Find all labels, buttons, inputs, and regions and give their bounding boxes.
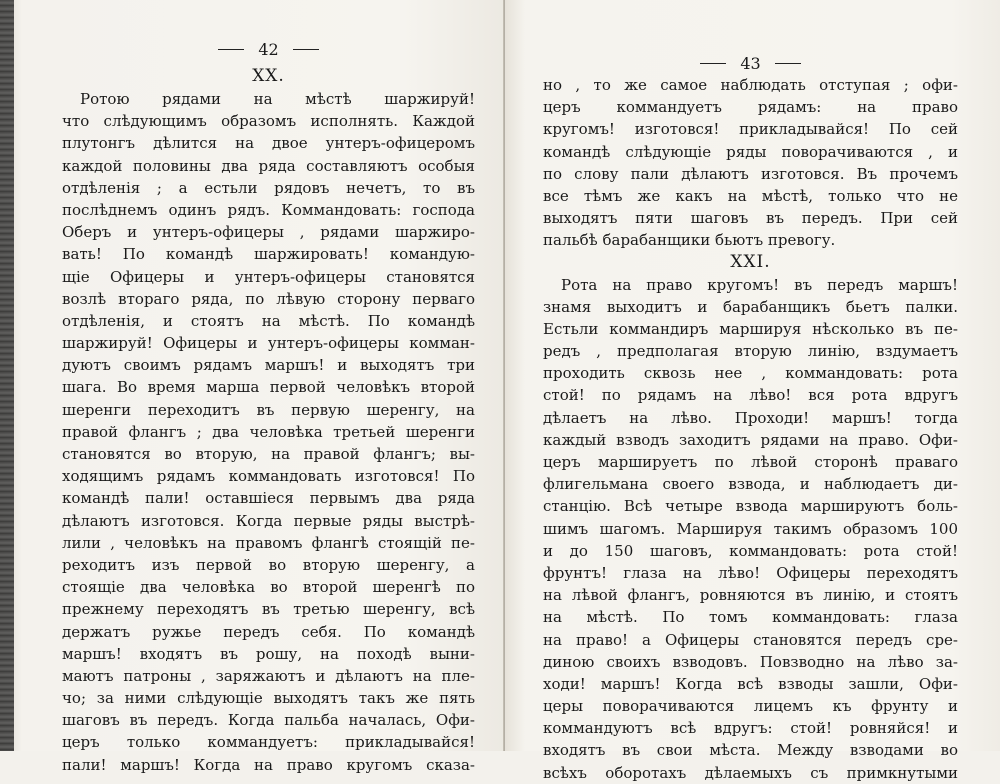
text-line: кругомъ! изготовся! прикладывайся! По сей — [543, 120, 958, 139]
text-line: стоящіе два человѣка во второй шеренгѣ по — [62, 578, 475, 597]
text-line: ходящимъ рядамъ коммандовать изготовся! По — [62, 467, 475, 486]
text-line: что слѣдующимъ образомъ исполнять. Каждой — [62, 112, 475, 131]
book-edge-shadow — [0, 0, 14, 751]
text-line: отдѣленія, и стоятъ на мѣстѣ. По командѣ — [62, 311, 475, 330]
text-line: отдѣленія ; а естьли рядовъ нечетъ, то въ — [62, 178, 475, 197]
text-line: диною своихъ взводовъ. Повзводно на лѣво за- — [543, 652, 958, 671]
text-line: редъ , предполагая вторую линію, вздумаетъ — [543, 342, 958, 361]
left-page-number: 42 — [258, 39, 279, 59]
text-line: дѣлаютъ изготовся. Когда первые ряды выстрѣ- — [62, 511, 475, 530]
text-line: флигельмана своего взвода, и наблюдаетъ ди- — [543, 475, 958, 494]
text-line: плутонгъ дѣлится на двое унтеръ-офицеромъ — [62, 134, 475, 153]
text-line: возлѣ втораго ряда, по лѣвую сторону перваго — [62, 289, 475, 308]
text-line: церы поворачиваются лицемъ къ фрунту и — [543, 697, 958, 716]
text-line: стой! по рядамъ на лѣво! вся рота вдругъ — [543, 386, 958, 405]
text-line: церъ маршируетъ по лѣвой сторонѣ праваго — [543, 453, 958, 471]
text-line: вать! По командѣ шаржировать! командую- — [62, 245, 475, 264]
text-line: дѣлаетъ на лѣво. Проходи! маршъ! тогда — [543, 408, 958, 427]
text-line: шаговъ въ передъ. Когда пальба началась, Офи- — [62, 711, 475, 730]
text-line: чо; за ними слѣдующіе выходятъ такъ же пять — [62, 689, 475, 708]
text-line: дуютъ своимъ рядамъ маршъ! и выходятъ три — [62, 356, 475, 375]
left-page — [0, 0, 505, 774]
text-line: правой флангъ ; два человѣка третьей шеренги — [62, 422, 475, 441]
left-page-number-row — [62, 38, 475, 60]
text-line: ходи! маршъ! Когда всѣ взводы зашли, Офи- — [543, 674, 958, 693]
text-line: Рота на право кругомъ! въ передъ маршъ! — [561, 275, 958, 294]
text-line: шаржируй! Офицеры и унтеръ-офицеры комман- — [62, 334, 475, 353]
text-line: становятся во вторую, на правой флангъ; вы- — [62, 445, 475, 463]
text-line: маютъ патроны , заряжаютъ и дѣлаютъ на пле- — [62, 666, 475, 685]
text-line: на мѣстѣ. По томъ коммандовать: глаза — [543, 608, 958, 627]
page-number-dash-left — [218, 49, 244, 50]
text-line: выходятъ пяти шаговъ въ передъ. При сей — [543, 209, 958, 228]
right-page — [505, 0, 1000, 782]
section-heading-xx: XX. — [252, 66, 285, 86]
text-line: всѣхъ оборотахъ дѣлаемыхъ съ примкнутыми — [543, 763, 958, 782]
text-line: на лѣвой флангъ, ровняются въ линію, и стоятъ — [543, 586, 958, 605]
text-line: шеренги переходитъ въ первую шеренгу, на — [62, 400, 475, 419]
text-line: и до 150 шаговъ, коммандовать: рота стой! — [543, 541, 958, 560]
text-line: прежнему переходятъ въ третью шеренгу, всѣ — [62, 600, 475, 619]
text-line: входятъ въ свои мѣста. Между взводами во — [543, 741, 958, 760]
text-line: церъ коммандуетъ рядамъ: на право — [543, 98, 958, 117]
text-line: на право! а Офицеры становятся передъ сре- — [543, 630, 958, 649]
text-line: Естьли коммандиръ маршируя нѣсколько въ пе- — [543, 319, 958, 338]
text-line: щіе Офицеры и унтеръ-офицеры становятся — [62, 267, 475, 286]
text-line: командѣ пали! оставшіеся первымъ два ряда — [62, 489, 475, 508]
text-line: Ротою рядами на мѣстѣ шаржируй! — [80, 90, 475, 108]
text-line: коммандуютъ всѣ вдругъ: стой! ровняйся! и — [543, 719, 958, 738]
text-line: проходить сквозь нее , коммандовать: рота — [543, 364, 958, 383]
text-line: лили , человѣкъ на правомъ флангѣ стоящій пе- — [62, 533, 475, 552]
text-line: пали! маршъ! Когда на право кругомъ сказа- — [62, 755, 475, 774]
page-number-dash-right — [293, 49, 319, 50]
text-line: реходитъ изъ первой во вторую шеренгу, а — [62, 555, 475, 574]
text-line: Оберъ и унтеръ-офицеры , рядами шаржиро- — [62, 223, 475, 242]
text-line: шимъ шагомъ. Маршируя такимъ образомъ 100 — [543, 519, 958, 538]
text-line: но , то же самое наблюдать отступая ; офи- — [543, 76, 958, 94]
text-line: держатъ ружье передъ себя. По командѣ — [62, 622, 475, 641]
text-line: знамя выходитъ и барабанщикъ бьетъ палки. — [543, 297, 958, 316]
text-line: каждый взводъ заходитъ рядами на право. Офи- — [543, 430, 958, 449]
text-line: фрунтъ! глаза на лѣво! Офицеры переходятъ — [543, 563, 958, 582]
text-line: пальбѣ барабанщики бьютъ превогу. — [543, 231, 836, 250]
left-page-body — [62, 88, 475, 776]
text-line: все тѣмъ же какъ на мѣстѣ, только что не — [543, 186, 958, 205]
text-line: шага. Во время марша первой человѣкъ второй — [62, 378, 475, 397]
section-heading-xxi: XXI. — [730, 251, 771, 272]
text-line: послѣднемъ одинъ рядъ. Коммандовать: господа — [62, 200, 475, 219]
text-line: по слову пали дѣлаютъ изготовся. Въ прочемъ — [543, 164, 958, 183]
page-number-dash-right — [775, 63, 801, 64]
right-page-body-top — [543, 74, 958, 252]
text-line: маршъ! входятъ въ рошу, на походѣ выни- — [62, 644, 475, 663]
right-page-number-row — [543, 52, 958, 74]
text-line: церъ только коммандуетъ: прикладывайся! — [62, 733, 475, 752]
text-line: каждой половины два ряда составляютъ особыя — [62, 156, 475, 175]
right-page-number: 43 — [740, 53, 761, 73]
page-number-dash-left — [700, 63, 726, 64]
right-page-body-bottom — [543, 274, 958, 784]
text-line: станцію. Всѣ четыре взвода маршируютъ боль- — [543, 497, 958, 516]
text-line: командѣ слѣдующіе ряды поворачиваются , и — [543, 142, 958, 161]
